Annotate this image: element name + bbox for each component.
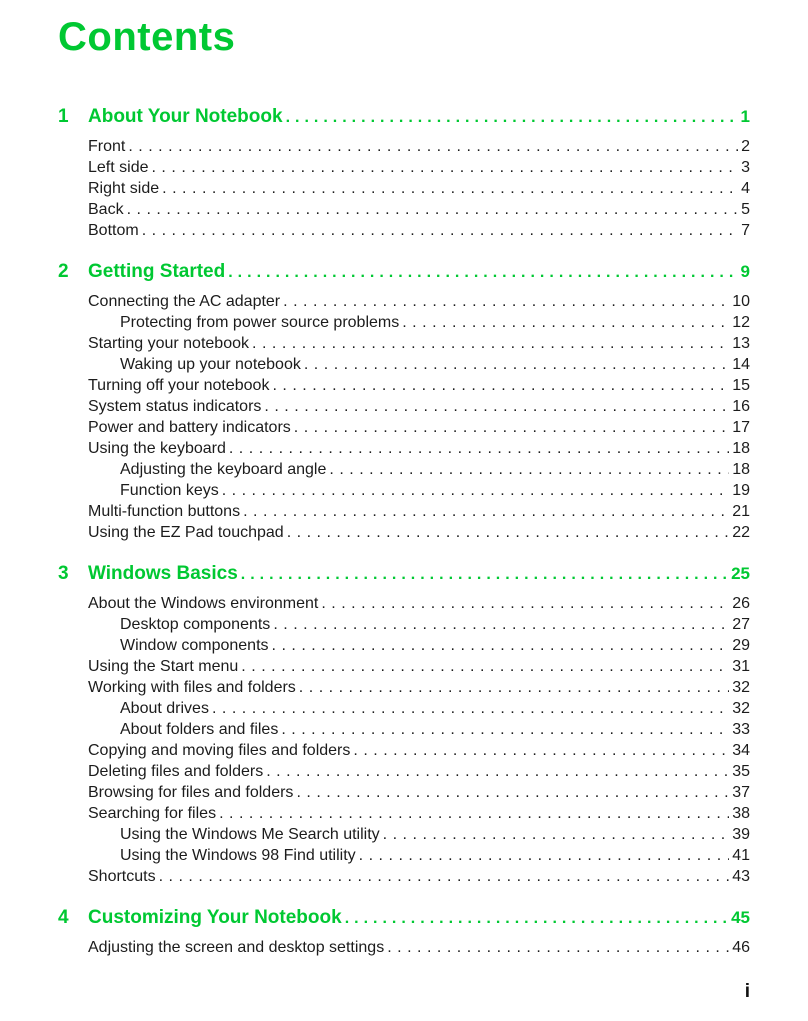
toc-entry-row[interactable] xyxy=(58,635,750,656)
dot-leader xyxy=(294,417,729,438)
entry-page-number: 22 xyxy=(732,524,750,541)
toc-chapter-row[interactable] xyxy=(58,563,750,586)
entry-page-number: 32 xyxy=(732,700,750,717)
chapter-page-number: 45 xyxy=(731,908,750,927)
toc-entry-row[interactable] xyxy=(58,866,750,887)
entry-title-link[interactable]: Using the Start menu xyxy=(88,658,239,675)
entry-title-link[interactable]: Window components xyxy=(120,637,269,654)
dot-leader xyxy=(241,563,728,586)
chapter-number: 4 xyxy=(58,907,69,928)
chapter-title-link[interactable]: Customizing Your Notebook xyxy=(88,907,342,928)
dot-leader xyxy=(252,333,729,354)
entry-title-link[interactable]: Protecting from power source problems xyxy=(120,314,400,331)
toc-entry-row[interactable] xyxy=(58,375,750,396)
dot-leader xyxy=(266,761,729,782)
toc-entry-row[interactable] xyxy=(58,291,750,312)
entry-page-number: 31 xyxy=(732,658,750,675)
entry-page-number: 21 xyxy=(732,503,750,520)
entry-page-number: 10 xyxy=(732,293,750,310)
dot-leader xyxy=(383,824,730,845)
entry-page-number: 4 xyxy=(741,180,750,197)
toc-entry-row[interactable] xyxy=(58,824,750,845)
toc-entry-row[interactable] xyxy=(58,157,750,178)
chapter-number: 2 xyxy=(58,261,69,282)
entry-title-link[interactable]: About folders and files xyxy=(120,721,279,738)
entry-page-number: 7 xyxy=(741,222,750,239)
toc-entry-row[interactable] xyxy=(58,656,750,677)
entry-page-number: 27 xyxy=(732,616,750,633)
dot-leader xyxy=(329,459,729,480)
entry-page-number: 46 xyxy=(732,939,750,956)
dot-leader xyxy=(273,614,729,635)
entry-title-link[interactable]: Searching for files xyxy=(88,805,217,822)
dot-leader xyxy=(264,396,729,417)
toc-entry-row[interactable] xyxy=(58,354,750,375)
dot-leader xyxy=(229,438,729,459)
dot-leader xyxy=(287,522,730,543)
chapter-title-link[interactable]: Getting Started xyxy=(88,261,226,282)
toc-section xyxy=(58,261,750,543)
entry-title-link[interactable]: Function keys xyxy=(120,482,219,499)
folio-page-number: i xyxy=(744,981,750,1002)
toc-entry-row[interactable] xyxy=(58,845,750,866)
entry-page-number: 35 xyxy=(732,763,750,780)
dot-leader xyxy=(151,157,738,178)
entry-page-number: 33 xyxy=(732,721,750,738)
toc-entry-row[interactable] xyxy=(58,438,750,459)
entry-page-number: 34 xyxy=(732,742,750,759)
dot-leader xyxy=(222,480,729,501)
toc-entry-row[interactable] xyxy=(58,178,750,199)
dot-leader xyxy=(128,136,738,157)
toc-entry-row[interactable] xyxy=(58,614,750,635)
dot-leader xyxy=(228,261,737,284)
entry-title-link[interactable]: Front xyxy=(88,138,126,155)
toc-chapter-row[interactable] xyxy=(58,106,750,129)
entry-page-number: 2 xyxy=(741,138,750,155)
chapter-number: 1 xyxy=(58,106,69,127)
entry-title-link[interactable]: Browsing for files and folders xyxy=(88,784,294,801)
toc-entry-row[interactable] xyxy=(58,677,750,698)
entry-title-link[interactable]: Waking up your notebook xyxy=(120,356,301,373)
dot-leader xyxy=(304,354,729,375)
entry-title-link[interactable]: Using the EZ Pad touchpad xyxy=(88,524,284,541)
toc-entry-row[interactable] xyxy=(58,698,750,719)
dot-leader xyxy=(321,593,729,614)
toc-entry-row[interactable] xyxy=(58,740,750,761)
entry-page-number: 12 xyxy=(732,314,750,331)
entry-title-link[interactable]: Bottom xyxy=(88,222,139,239)
toc-chapter-row[interactable] xyxy=(58,907,750,930)
dot-leader xyxy=(243,501,729,522)
toc-section xyxy=(58,563,750,887)
entry-title-link[interactable]: Connecting the AC adapter xyxy=(88,293,281,310)
dot-leader xyxy=(272,635,730,656)
entry-title-link[interactable]: Deleting files and folders xyxy=(88,763,264,780)
chapter-title-link[interactable]: Windows Basics xyxy=(88,563,238,584)
chapter-number: 3 xyxy=(58,563,69,584)
toc-section xyxy=(58,907,750,958)
dot-leader xyxy=(286,106,738,129)
toc-entry-row[interactable] xyxy=(58,803,750,824)
toc-entry-row[interactable] xyxy=(58,199,750,220)
entry-page-number: 3 xyxy=(741,159,750,176)
entry-page-number: 39 xyxy=(732,826,750,843)
toc-entry-row[interactable] xyxy=(58,396,750,417)
entry-title-link[interactable]: Using the keyboard xyxy=(88,440,226,457)
entry-page-number: 26 xyxy=(732,595,750,612)
page-title: Contents xyxy=(58,15,236,59)
entry-page-number: 19 xyxy=(732,482,750,499)
toc-entry-row[interactable] xyxy=(58,522,750,543)
entry-title-link[interactable]: Working with files and folders xyxy=(88,679,296,696)
dot-leader xyxy=(387,937,729,958)
entry-title-link[interactable]: Using the Windows Me Search utility xyxy=(120,826,380,843)
entry-title-link[interactable]: Turning off your notebook xyxy=(88,377,270,394)
entry-page-number: 32 xyxy=(732,679,750,696)
toc-entry-row[interactable] xyxy=(58,459,750,480)
dot-leader xyxy=(142,220,738,241)
entry-page-number: 5 xyxy=(741,201,750,218)
entry-title-link[interactable]: Right side xyxy=(88,180,160,197)
toc-entry-row[interactable] xyxy=(58,761,750,782)
chapter-page-number: 1 xyxy=(740,107,750,126)
entry-page-number: 38 xyxy=(732,805,750,822)
entry-page-number: 18 xyxy=(732,461,750,478)
dot-leader xyxy=(299,677,729,698)
entry-title-link[interactable]: System status indicators xyxy=(88,398,262,415)
entry-title-link[interactable]: Back xyxy=(88,201,124,218)
entry-title-link[interactable]: Left side xyxy=(88,159,149,176)
toc-section xyxy=(58,106,750,241)
entry-title-link[interactable]: Using the Windows 98 Find utility xyxy=(120,847,356,864)
dot-leader xyxy=(241,656,729,677)
entry-title-link[interactable]: Adjusting the keyboard angle xyxy=(120,461,327,478)
toc-entry-row[interactable] xyxy=(58,136,750,157)
toc-entry-row[interactable] xyxy=(58,333,750,354)
entry-page-number: 29 xyxy=(732,637,750,654)
toc-entry-row[interactable] xyxy=(58,719,750,740)
chapter-page-number: 9 xyxy=(740,262,750,281)
entry-page-number: 41 xyxy=(732,847,750,864)
toc-chapter-row[interactable] xyxy=(58,261,750,284)
toc-entry-row[interactable] xyxy=(58,480,750,501)
toc-entry-row[interactable] xyxy=(58,417,750,438)
dot-leader xyxy=(219,803,729,824)
entry-page-number: 37 xyxy=(732,784,750,801)
dot-leader xyxy=(283,291,729,312)
toc-entry-row[interactable] xyxy=(58,593,750,614)
dot-leader xyxy=(402,312,729,333)
entry-page-number: 15 xyxy=(732,377,750,394)
entry-page-number: 16 xyxy=(732,398,750,415)
entry-title-link[interactable]: Shortcuts xyxy=(88,868,156,885)
toc-entry-row[interactable] xyxy=(58,782,750,803)
dot-leader xyxy=(281,719,729,740)
dot-leader xyxy=(296,782,729,803)
toc-entry-row[interactable] xyxy=(58,501,750,522)
entry-page-number: 43 xyxy=(732,868,750,885)
entry-title-link[interactable]: About drives xyxy=(120,700,209,717)
toc-entry-row[interactable] xyxy=(58,312,750,333)
entry-title-link[interactable]: Desktop components xyxy=(120,616,271,633)
entry-page-number: 17 xyxy=(732,419,750,436)
entry-title-link[interactable]: Power and battery indicators xyxy=(88,419,291,436)
toc-entry-row[interactable] xyxy=(58,937,750,958)
toc-sections xyxy=(58,86,750,958)
entry-title-link[interactable]: About the Windows environment xyxy=(88,595,319,612)
dot-leader xyxy=(359,845,730,866)
chapter-title-link[interactable]: About Your Notebook xyxy=(88,106,283,127)
dot-leader xyxy=(353,740,729,761)
dot-leader xyxy=(345,907,728,930)
entry-title-link[interactable]: Copying and moving files and folders xyxy=(88,742,351,759)
entry-title-link[interactable]: Multi-function buttons xyxy=(88,503,241,520)
entry-title-link[interactable]: Adjusting the screen and desktop settings xyxy=(88,939,385,956)
toc-entry-row[interactable] xyxy=(58,220,750,241)
entry-page-number: 18 xyxy=(732,440,750,457)
dot-leader xyxy=(159,866,730,887)
entry-page-number: 14 xyxy=(732,356,750,373)
dot-leader xyxy=(127,199,739,220)
dot-leader xyxy=(212,698,729,719)
entry-page-number: 13 xyxy=(732,335,750,352)
chapter-page-number: 25 xyxy=(731,564,750,583)
dot-leader xyxy=(162,178,738,199)
dot-leader xyxy=(272,375,729,396)
entry-title-link[interactable]: Starting your notebook xyxy=(88,335,249,352)
